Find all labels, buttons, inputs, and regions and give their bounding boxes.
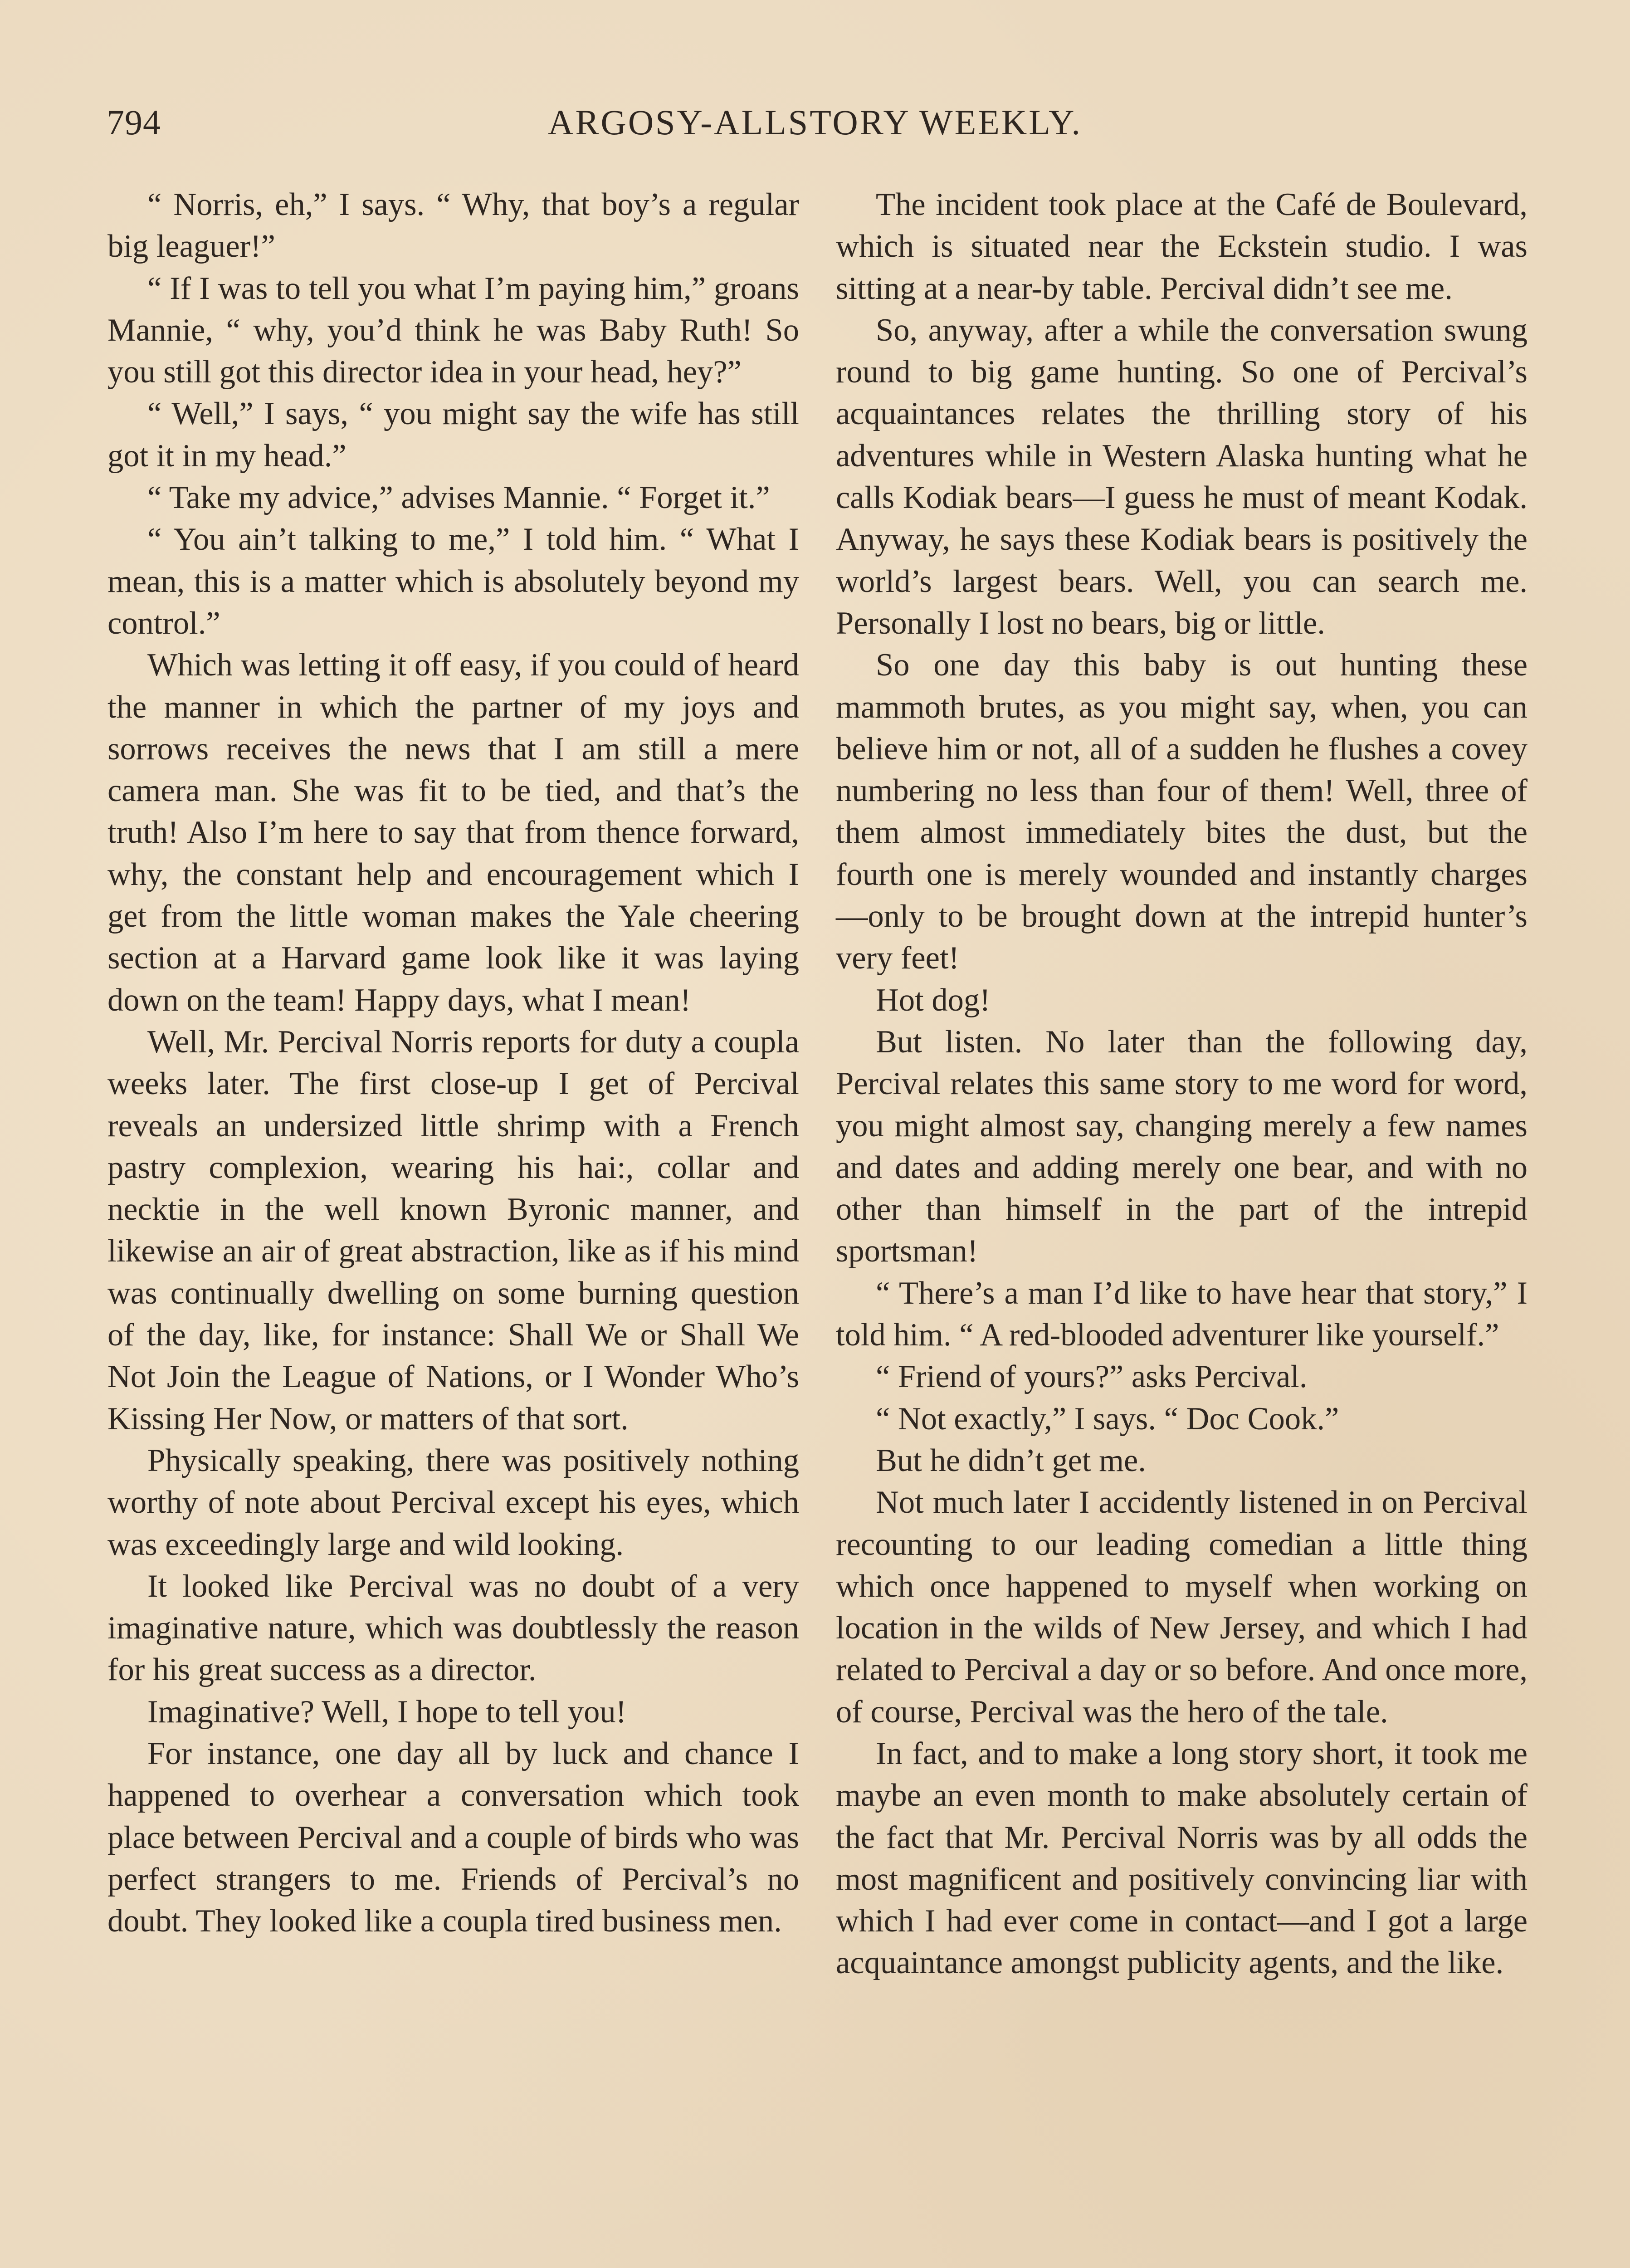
- paragraph: For instance, one day all by luck and chance I happened to overhear a conversation which took place between Percival and a couple of birds who was perfect strangers to me. Friends of Percival’s no doubt. They looked like a coupla tired business men.: [107, 1735, 799, 1939]
- paragraph: “ Not exactly,” I says. “ Doc Cook.”: [876, 1401, 1339, 1437]
- paragraph: The incident took place at the Café de Boulevard, which is situated near the Eckstein studio. I was sitting at a near-by table. Percival didn’t see me.: [836, 187, 1528, 306]
- paragraph: It looked like Percival was no doubt of a very imaginative nature, which was doubtlessly the reason for his great success as a director.: [107, 1568, 799, 1688]
- paragraph: “ Well,” I says, “ you might say the wife has still got it in my head.”: [107, 396, 799, 474]
- paragraph: So one day this baby is out hunting these mammoth brutes, as you might say, when, you can believe him or not, all of a sudden he flushes a covey numbering no less than four of them! Well, three of them almost immediately bites the dust, but the fourth one is merely wounded and instantly charges—only to be brought down at the intrepid hunter’s very feet!: [836, 647, 1528, 976]
- paragraph: But listen. No later than the following day, Percival relates this same story to me word for word, you might almost say, changing merely a few names and dates and adding merely one bear, and with no other than himself in the part of the intrepid sportsman!: [836, 1024, 1528, 1269]
- paragraph: Not much later I accidently listened in on Percival recounting to our leading comedian a little thing which once happened to myself when working on location in the wilds of New Jersey, and which I had related to Percival a day or so before. And once more, of course, Percival was the hero of the tale.: [836, 1485, 1528, 1730]
- paragraph: “ If I was to tell you what I’m paying him,” groans Mannie, “ why, you’d think he was Baby Ruth! So you still got this director idea in your head, hey?”: [107, 270, 799, 390]
- right-column: [836, 184, 1528, 1984]
- paragraph: “ There’s a man I’d like to have hear that story,” I told him. “ A red-blooded adventurer like yourself.”: [836, 1275, 1528, 1353]
- page-header: [107, 102, 1523, 152]
- paragraph: “ Take my advice,” advises Mannie. “ Forget it.”: [147, 480, 770, 516]
- left-column: [107, 184, 799, 1942]
- running-head: ARGOSY-ALLSTORY WEEKLY.: [548, 103, 1082, 142]
- paragraph: So, anyway, after a while the conversation swung round to big game hunting. So one of Percival’s acquaintances relates the thrilling story of his adventures while in Western Alaska hunting what he calls Kodiak bears—I guess he must of meant Kodak. Anyway, he says these Kodiak bears is positively the world’s largest bears. Well, you can search me. Personally I lost no bears, big or little.: [836, 312, 1528, 641]
- paragraph: In fact, and to make a long story short, it took me maybe an even month to make absolutely certain of the fact that Mr. Percival Norris was by all odds the most magnificent and positively convincing liar with which I had ever come in contact—and I got a large acquaintance amongst publicity agents, and the like.: [836, 1735, 1528, 1981]
- paragraph: “ Norris, eh,” I says. “ Why, that boy’s a regular big leaguer!”: [107, 187, 799, 264]
- paragraph: “ Friend of yours?” asks Percival.: [876, 1359, 1308, 1395]
- paragraph: Well, Mr. Percival Norris reports for duty a coupla weeks later. The first close-up I get of Percival reveals an undersized little shrimp with a French pastry complexion, wearing his hai:, collar and necktie in the well known Byronic manner, and likewise an air of great abstraction, like as if his mind was continually dwelling on some burning question of the day, like, for instance: Shall We or Shall We Not Join the League of Nations, or I Wonder Who’s Kissing Her Now, or matters of that sort.: [107, 1024, 799, 1437]
- page-number: 794: [107, 103, 161, 142]
- paragraph: Imaginative? Well, I hope to tell you!: [147, 1694, 627, 1730]
- paragraph: “ You ain’t talking to me,” I told him. “ What I mean, this is a matter which is absolutely beyond my control.”: [107, 522, 799, 641]
- paragraph: Hot dog!: [876, 982, 991, 1018]
- paragraph: Which was letting it off easy, if you could of heard the manner in which the partner of my joys and sorrows receives the news that I am still a mere camera man. She was fit to be tied, and that’s the truth! Also I’m here to say that from thence forward, why, the constant help and encouragement which I get from the little woman makes the Yale cheering section at a Harvard game look like it was laying down on the team! Happy days, what I mean!: [107, 647, 799, 1018]
- paragraph: But he didn’t get me.: [876, 1442, 1146, 1478]
- paragraph: Physically speaking, there was positively nothing worthy of note about Percival except his eyes, which was exceedingly large and wild looking.: [107, 1442, 799, 1562]
